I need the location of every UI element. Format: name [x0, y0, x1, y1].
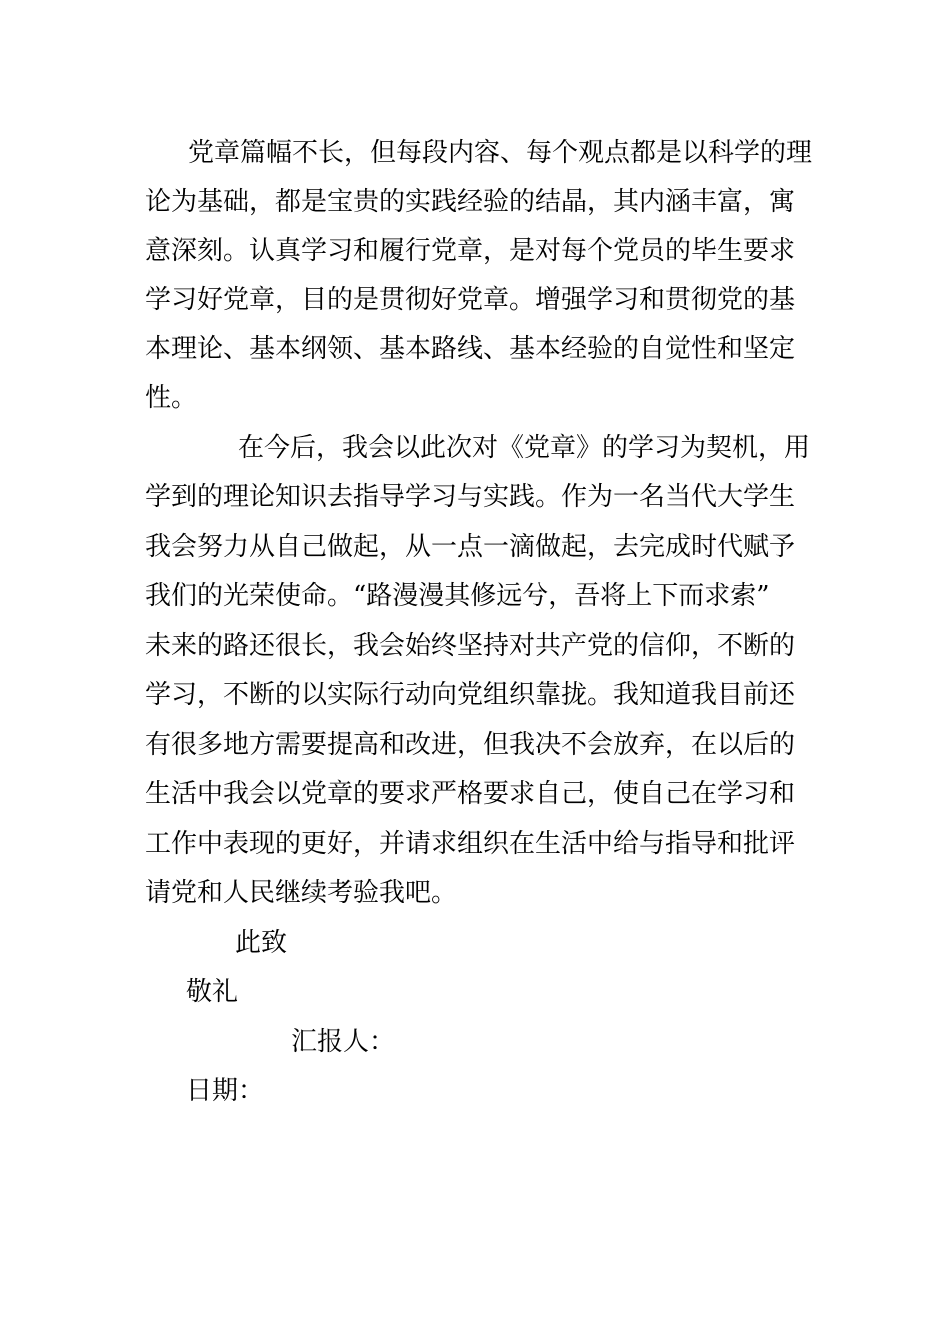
closing-greeting: 此致 [235, 928, 288, 958]
paragraph-1-line-1: 党章篇幅不长，但每段内容、每个观点都是以科学的理 [188, 138, 813, 168]
paragraph-1-line-3: 意深刻。认真学习和履行党章，是对每个党员的毕生要求 [145, 236, 796, 266]
paragraph-1-line-6: 性。 [145, 383, 198, 413]
paragraph-1-line-4: 学习好党章，目的是贯彻好党章。增强学习和贯彻党的基 [145, 285, 796, 315]
paragraph-2-line-3: 我会努力从自己做起，从一点一滴做起，去完成时代赋予 [145, 532, 796, 562]
paragraph-2-line-1: 在今后，我会以此次对《党章》的学习为契机，用 [238, 433, 811, 463]
paragraph-2-line-2: 学到的理论知识去指导学习与实践。作为一名当代大学生 [145, 482, 796, 512]
paragraph-2-line-10: 请党和人民继续考验我吧。 [145, 878, 458, 908]
paragraph-2-line-4: 我们的光荣使命。“路漫漫其修远兮，吾将上下而求索” [145, 581, 770, 611]
paragraph-2-line-5: 未来的路还很长，我会始终坚持对共产党的信仰，不断的 [145, 631, 796, 661]
paragraph-1-line-5: 本理论、基本纲领、基本路线、基本经验的自觉性和坚定 [145, 334, 796, 364]
reporter-label: 汇报人： [291, 1027, 396, 1057]
date-label: 日期： [186, 1076, 265, 1106]
paragraph-1-line-2: 论为基础，都是宝贵的实践经验的结晶，其内涵丰富，寓 [145, 187, 796, 217]
paragraph-2-line-6: 学习，不断的以实际行动向党组织靠拢。我知道我目前还 [145, 680, 796, 710]
paragraph-2-line-7: 有很多地方需要提高和改进，但我决不会放弃，在以后的 [145, 730, 796, 760]
paragraph-2-line-9: 工作中表现的更好，并请求组织在生活中给与指导和批评 [145, 829, 796, 859]
closing-salute: 敬礼 [186, 977, 239, 1007]
paragraph-2-line-8: 生活中我会以党章的要求严格要求自己，使自己在学习和 [145, 779, 796, 809]
